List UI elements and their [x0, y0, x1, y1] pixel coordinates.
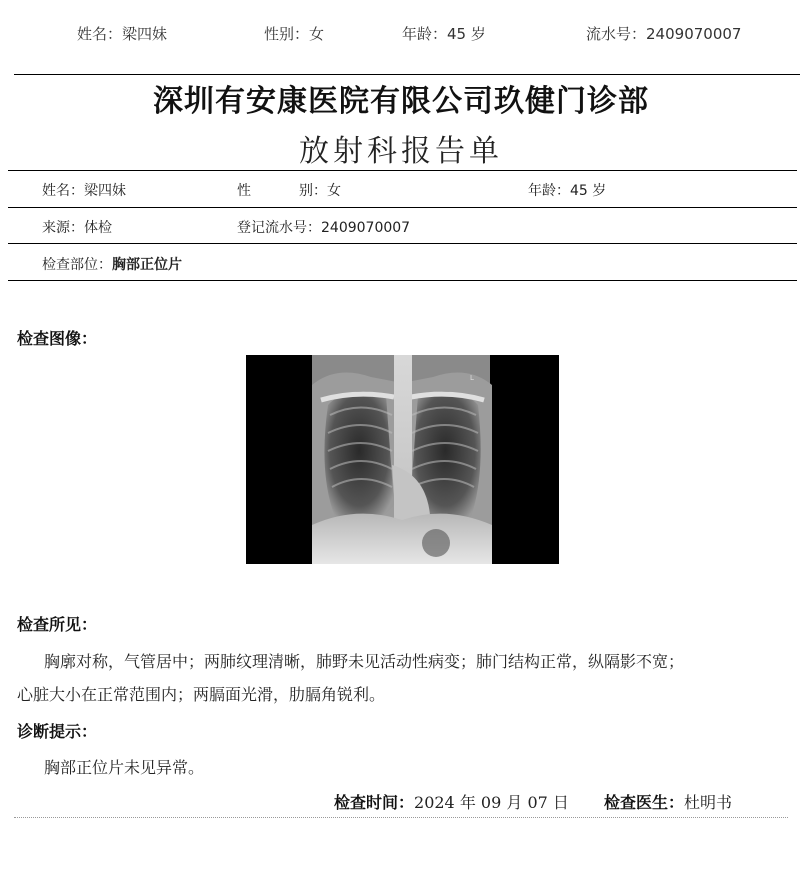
info-reg-value: 2409070007	[321, 220, 411, 236]
exam-time-value: 2024 年 09 月 07 日	[414, 793, 569, 812]
top-name-value: 梁四妹	[122, 25, 168, 43]
info-gender-value: 女	[327, 183, 341, 199]
exam-doctor-value: 杜明书	[684, 793, 733, 812]
top-age	[402, 23, 486, 44]
info-gender	[237, 180, 341, 200]
chest-xray-picture	[246, 355, 559, 564]
info-age	[528, 180, 606, 200]
info-age-value: 45 岁	[570, 183, 607, 199]
header-rule	[14, 74, 800, 75]
report-title: 放射科报告单	[299, 134, 503, 169]
info-source-label: 来源：	[42, 220, 84, 236]
info-part-value: 胸部正位片	[112, 257, 182, 273]
info-rule-bottom	[8, 280, 797, 281]
diagnosis-text: 胸部正位片未见异常。	[44, 758, 205, 777]
info-rule-1	[8, 207, 797, 208]
exam-time	[334, 790, 569, 813]
top-gender-label: 性别：	[264, 25, 310, 43]
diagnosis-label: 诊断提示：	[17, 722, 98, 741]
findings-line-1: 胸廓对称，气管居中；两肺纹理清晰，肺野未见活动性病变；肺门结构正常，纵隔影不宽；	[44, 652, 685, 671]
info-reg	[237, 217, 410, 237]
exam-time-label: 检查时间：	[334, 793, 415, 812]
xray-side-marker: L	[470, 374, 474, 382]
info-source	[42, 217, 112, 237]
exam-doctor-label: 检查医生：	[604, 793, 685, 812]
info-gender-label-1: 性	[237, 183, 251, 199]
exam-doctor	[604, 790, 732, 813]
info-name	[42, 180, 126, 200]
info-name-value: 梁四妹	[84, 183, 126, 199]
top-serial-value: 2409070007	[646, 25, 742, 43]
top-age-label: 年龄：	[402, 25, 448, 43]
info-age-label: 年龄：	[528, 183, 570, 199]
top-gender	[264, 23, 324, 44]
top-gender-value: 女	[309, 25, 325, 43]
findings-label: 检查所见：	[17, 615, 98, 634]
info-source-value: 体检	[84, 220, 112, 236]
top-name	[77, 23, 167, 44]
footer-dotted-rule	[14, 817, 788, 818]
info-reg-label: 登记流水号：	[237, 220, 321, 236]
info-gender-label-2: 别：	[299, 183, 327, 199]
top-age-value: 45 岁	[447, 25, 486, 43]
findings-line-2: 心脏大小在正常范围内；两膈面光滑，肋膈角锐利。	[17, 685, 386, 704]
info-part-label: 检查部位：	[42, 257, 112, 273]
top-serial	[586, 23, 741, 44]
top-serial-label: 流水号：	[586, 25, 647, 43]
xray-image	[246, 355, 559, 564]
top-name-label: 姓名：	[77, 25, 123, 43]
hospital-name: 深圳有安康医院有限公司玖健门诊部	[153, 84, 649, 119]
image-section-label: 检查图像：	[17, 329, 98, 348]
info-name-label: 姓名：	[42, 183, 84, 199]
info-part	[42, 254, 182, 274]
info-rule-top	[8, 170, 797, 171]
info-rule-2	[8, 243, 797, 244]
